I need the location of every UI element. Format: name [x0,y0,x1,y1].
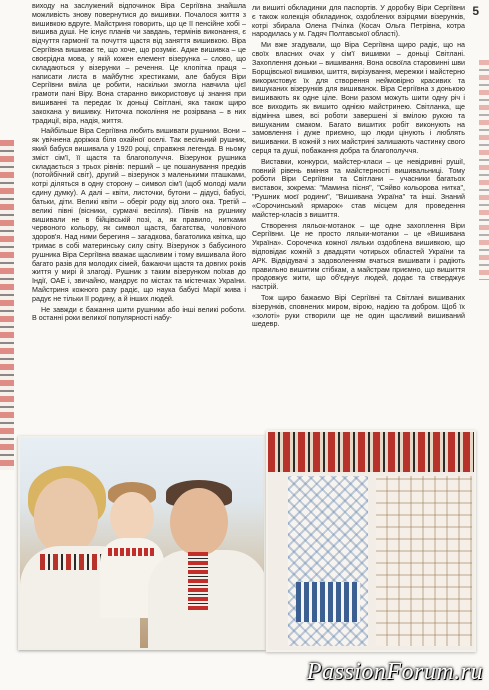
paragraph: виходу на заслужений відпочинок Віра Сергіївна знайшла можливість знову повернутися до вишивки. Почалося життя з вишивкою вдруге. Майстриня говорить, що це її пенсійне хобі – вишива душі. Не існує планів чи завдань, термінів виконання, є відчуття гармонії та почуття щастя від заняття вишивкою. Віра Сергіївна вишиває те, що хоче, що розуміє. Адже вишивка – це своєрідна мова, у якій кожен елемент візерунка – слово, що складаються у візерунки – речення. Це клопітка праця – написати листа в майбутнє хрестиками, але бабуся Віри Сергіївни вміла це робити, наскільки змогла навчила цієї грамоти пані Віру. Вона старанно використовує ці знання при вишиванні та передає їх доньці Світлані, яка також щиро закохана у вишивку. Ниточка покоління не розірвана – в них традиції, віра, надія, життя. [32,2,246,125]
right-embroidery-ornament [479,60,489,280]
page-number: 5 [472,4,479,18]
paragraph: Ми вже згадували, що Віра Сергіївна щиро радіє, що на своїх власних очах у сім'ї вишивки – доньці Світлані. Захоплення доньки – вишивання. Вона освоїла старовинні шви Борщівської вишивки, шиття, вирізування, мережки і майстерно використовує їх для створення неймовірно красивих та вишуканих візерунків для вишиванок. Віра Сергіївна з донькою вишивають як одне ціле. Вони разом можуть шити одну річ і все виходить як вишито однією майстринею. Світланка, ще відмінна швея, всі роботи завершені зі вмілою рукою та вишуканим смаком. Багато вишитих робіт виконують на замовлення і дуже приємно, що люди цінують і люблять вишиванки. В кожній з них майстрині залишають частинку свого серця та душі, побажання добра та благополуччя. [252,41,465,155]
paragraph: Найбільше Віра Сергіївна любить вишивати рушники. Вони – як увічнена доріжка біля охайної оселі. Так весільний рушник, який бабуся вишивала у 1920 році, справжня легенда. В ньому зміст сім'ї, її щастя та благополуччя. Візерунок рушника складається з трьох рівнів: перший – це пошанування предків (потойбічний світ), другий – візерунок з маленькими пташками, котрі діляться в одну сторону – символ сім'ї (щоб молоді мали єдину думку). А далі – квіти, листочки, бутони – дідусі, бабусі, батьки, діти. Великі квіти – оберіг роду від злого ока. Третій – великі півні (вісники, сурмачі весілля). Півнів на рушнику вишивали не в бійцівській позі, а, як правило, нитками червоного кольору, як символ щастя, багатства, чоловічого здоров'я. Над ними берегиня – загадкова, багатоликa квітка, що тримає в собі материнську силу світу. Візерунок з бабусиного рушника Віра Сергіївна вважає щасливим і тому вишивала його багато разів для молодих сімей, бажаючи щастя та довгих років життя у мирі й злагоді. Рушник з таким візерунком поїхав до Індії, ОАЕ і, звичайно, мандрує по містах та містечках України. Майстриня кожного разу радіє, що наука бабусі Марії жива і радує не тільки її родину, а й інших людей. [32,127,246,303]
article-left-column [32,2,246,323]
watermark: PassionForum.ru [306,659,483,685]
embroidered-cloth [376,476,472,646]
article-right-column [252,4,465,329]
paragraph: Тож щиро бажаємо Вірі Сергіївні та Світлані вишиваних візерунків, сповнених миром, вірою, надією та добром. Щоб їх «золоті» руки створили ще не один щасливий вишиваний шедевр. [252,294,465,329]
left-embroidery-ornament [0,140,14,470]
embroidered-towel [268,432,474,472]
photo-collage [18,430,489,690]
paragraph: Не завжди є бажання шити рушники або інші великі роботи. В останні роки великої популярності набу- [32,305,246,323]
paragraph: ли вишиті обкладинки для паспортів. У доробку Віри Сергіївни є також колекція обкладинок, оздоблених взірцями візерунків, котрі збирала Олена Пчілка (Косач Ольга Петрівна, котра народилась у м. Гадяч Полтавської області). [252,4,465,39]
family-photo [18,436,266,650]
embroidery-photo [266,430,476,652]
paragraph: Виставки, конкурси, майстер-класи – це невідривні рушії, повний рівень вміння та майстерності вишивальниці. Тому роботи Віри Сергіївни та Світлани – учасники багатьох виставок, зокрема: "Мамина пісня", "Сяйво кольорова нитка", "Рушник моєї родини", "Вишивана Україна" та інші. Знаний «Сорочинський ярмарок» став місцем для проведення майстер-класів з вишиття. [252,157,465,219]
paragraph: Створення ляльок-мотанок – ще одне захоплення Віри Сергіївни. Це не просто ляльки-мотанки – це «Вишивана Україна». Сорочечка кожної ляльки оздоблена вишивкою, що відповідає кожній з двадцяти чотирьох областей України та АРК. Відвідувачі з задоволенням вчаться вишивати і радіють правильно вишитим стібкам, а майстрам приємно, що вишиття продовжує жити, що об'єднує людей, додає та стверджує настрій. [252,221,465,292]
